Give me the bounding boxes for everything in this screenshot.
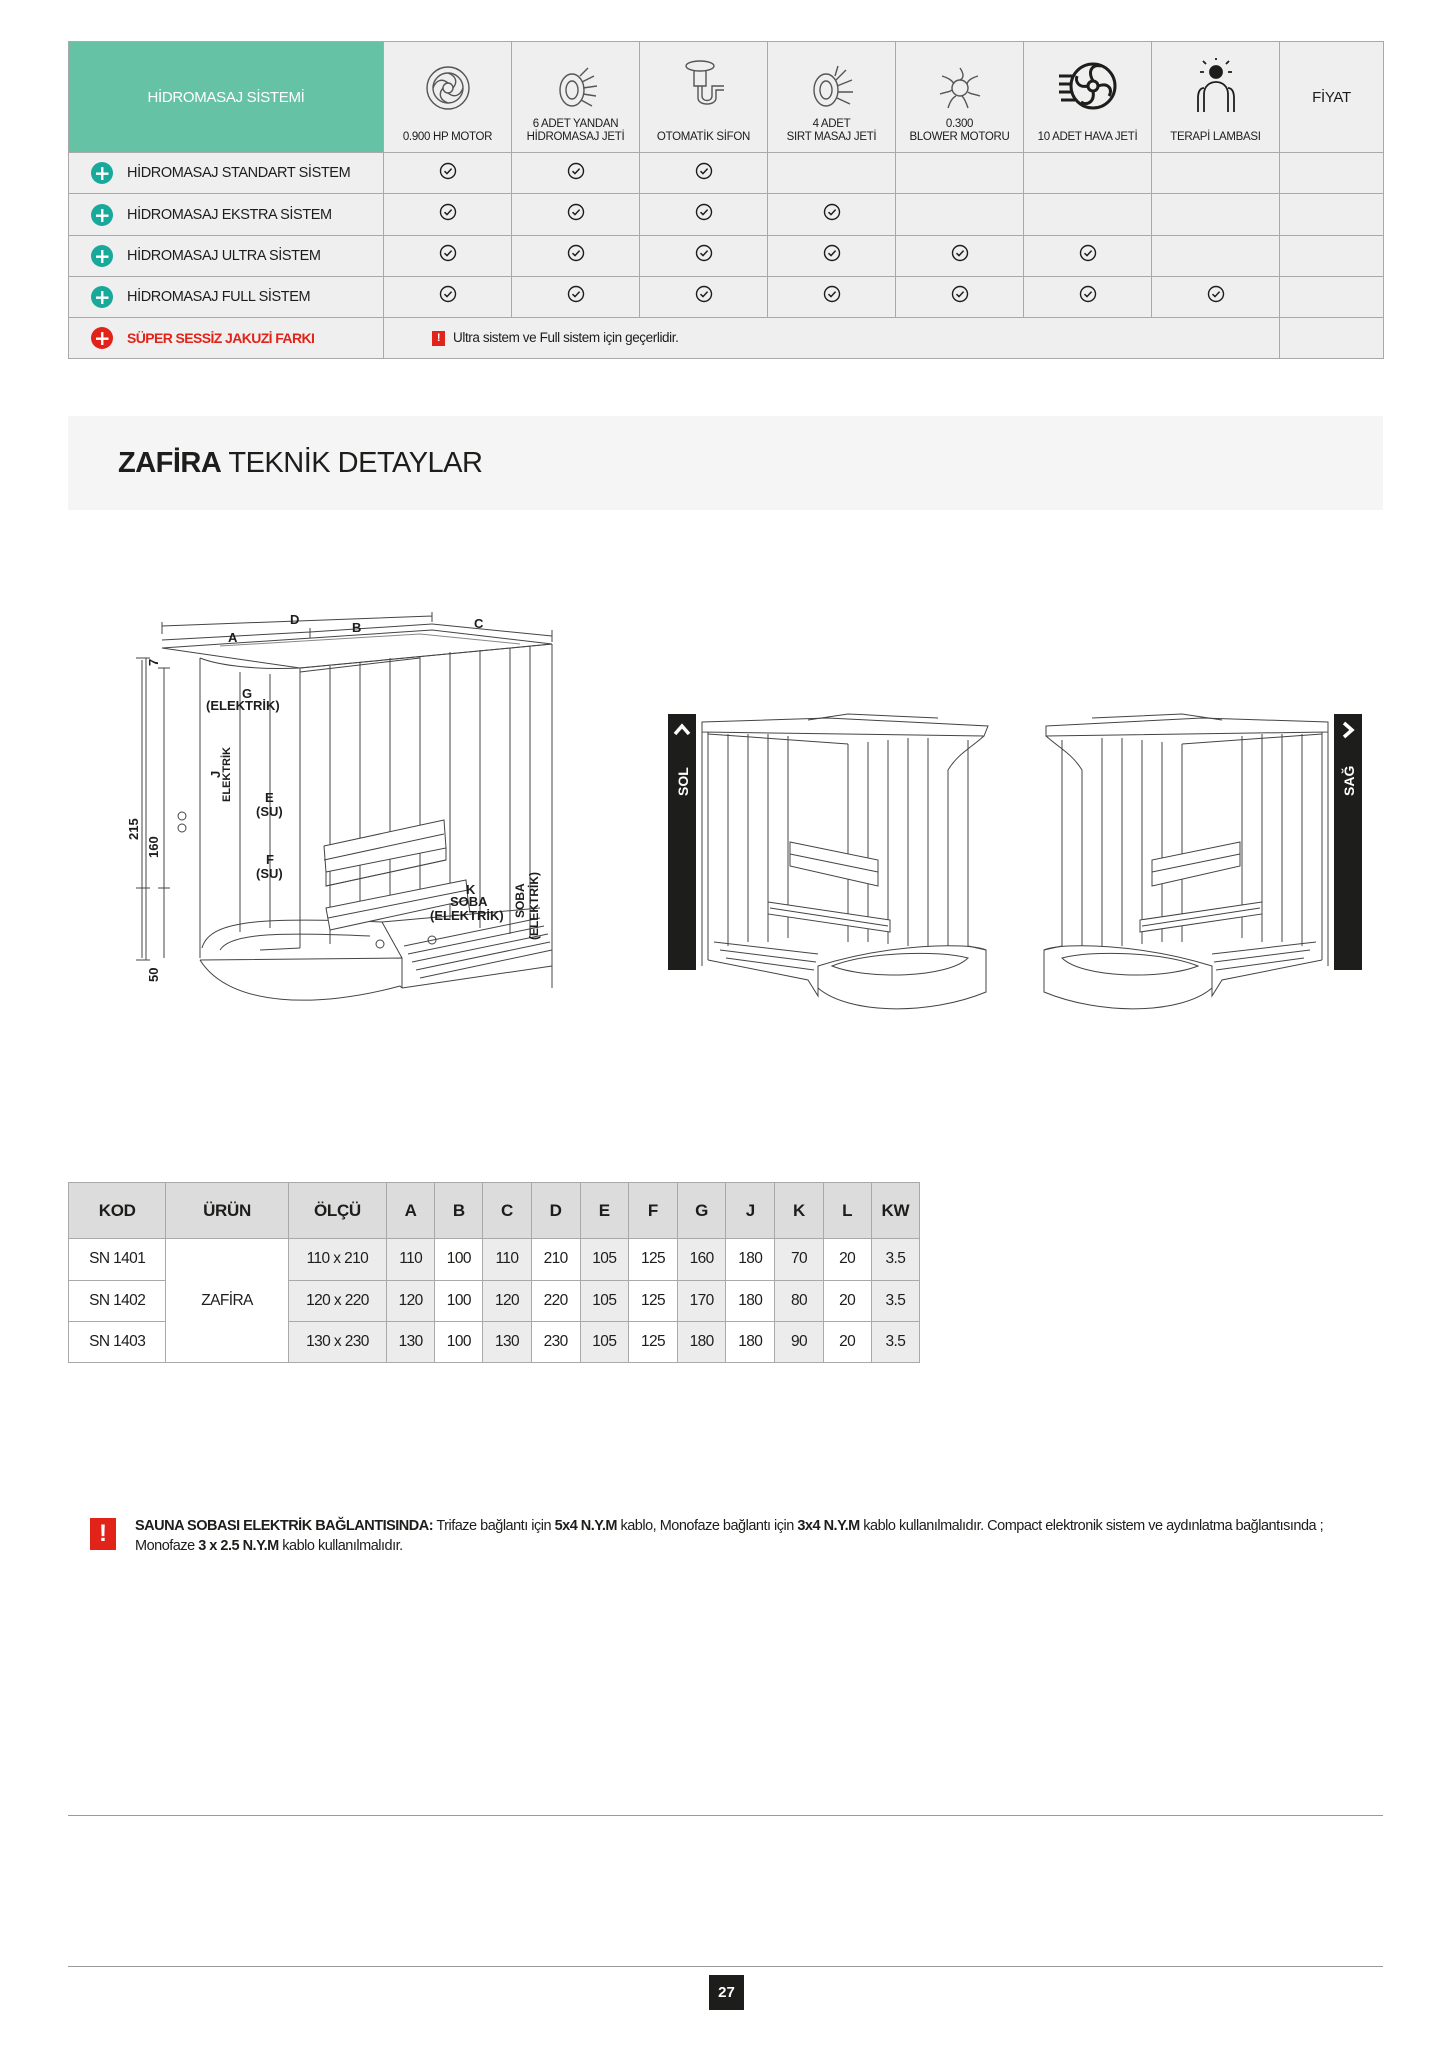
cell-k: 90 xyxy=(775,1321,823,1362)
feature-therapy-lamp xyxy=(1152,42,1280,153)
check-circle-icon xyxy=(951,285,969,303)
callout-k-letter: K xyxy=(466,882,476,897)
price-cell xyxy=(1280,276,1384,317)
feature-side-jet xyxy=(512,42,640,153)
plus-icon: + xyxy=(91,286,113,308)
divider xyxy=(68,1966,1383,1967)
cell-a: 110 xyxy=(387,1239,435,1280)
sag-label: SAĞ xyxy=(1341,765,1357,796)
empty-cell xyxy=(1024,194,1152,235)
cell-kw: 3.5 xyxy=(871,1239,919,1280)
check-circle-icon xyxy=(1079,285,1097,303)
warning-text: kablo kullanılmalıdır. xyxy=(278,1538,403,1554)
variant-drawing-left xyxy=(668,710,998,1020)
row-label xyxy=(69,153,384,194)
check-cell xyxy=(384,153,512,194)
empty-cell xyxy=(1024,153,1152,194)
title-rest: TEKNİK DETAYLAR xyxy=(221,447,483,479)
back-jet-icon xyxy=(806,62,858,114)
check-cell xyxy=(512,276,640,317)
check-cell xyxy=(640,235,768,276)
cell-j: 180 xyxy=(726,1321,775,1362)
variant-drawing-right xyxy=(1032,710,1362,1020)
warning-text: kablo kullanılmalıdır. Compact elektronik sistem ve aydınlatma bağlantısında ; Monofaze xyxy=(135,1518,1324,1554)
check-cell xyxy=(512,235,640,276)
empty-cell xyxy=(768,153,896,194)
system-row-full xyxy=(69,276,1384,317)
cell-urun: ZAFİRA xyxy=(166,1239,288,1363)
cell-c: 130 xyxy=(483,1321,531,1362)
callout-f-letter: F xyxy=(266,852,274,867)
empty-cell xyxy=(1152,153,1280,194)
therapy-lamp-icon xyxy=(1190,58,1242,114)
cell-e: 105 xyxy=(580,1280,628,1321)
dim-d-label: D xyxy=(290,612,300,627)
feature-line2: OTOMATİK SİFON xyxy=(656,131,751,144)
dim-b-label: B xyxy=(352,620,362,635)
feature-line2: HİDROMASAJ JETİ xyxy=(526,131,625,144)
blower-icon xyxy=(934,62,986,114)
cell-f: 125 xyxy=(628,1321,677,1362)
dim-c-label: C xyxy=(474,616,484,631)
price-cell xyxy=(1280,153,1384,194)
check-cell xyxy=(512,153,640,194)
dim-160-label: 160 xyxy=(146,836,161,858)
col-urun: ÜRÜN xyxy=(166,1183,288,1239)
dimensions-table xyxy=(68,1182,920,1363)
row-label xyxy=(69,317,384,358)
cell-g: 180 xyxy=(678,1321,726,1362)
air-jet-icon xyxy=(1057,58,1119,114)
section-header xyxy=(68,416,1383,510)
feature-motor xyxy=(384,42,512,153)
cell-j: 180 xyxy=(726,1239,775,1280)
cable-spec: 3x4 N.Y.M xyxy=(797,1518,860,1534)
empty-cell xyxy=(1152,235,1280,276)
check-cell xyxy=(768,235,896,276)
check-cell xyxy=(640,194,768,235)
callout-e-text: (SU) xyxy=(256,804,283,819)
check-circle-icon xyxy=(695,285,713,303)
cell-k: 70 xyxy=(775,1239,823,1280)
check-circle-icon xyxy=(823,285,841,303)
check-cell xyxy=(1024,276,1152,317)
cell-g: 170 xyxy=(678,1280,726,1321)
cell-f: 125 xyxy=(628,1239,677,1280)
col-d: D xyxy=(531,1183,580,1239)
check-circle-icon xyxy=(1207,285,1225,303)
cell-b: 100 xyxy=(435,1239,483,1280)
check-cell xyxy=(384,235,512,276)
warning-text: kablo, Monofaze bağlantı için xyxy=(616,1518,798,1534)
check-circle-icon xyxy=(1079,244,1097,262)
empty-cell xyxy=(1152,194,1280,235)
side-jet-icon xyxy=(550,62,602,114)
cell-kw: 3.5 xyxy=(871,1280,919,1321)
check-cell xyxy=(1024,235,1152,276)
check-circle-icon xyxy=(823,244,841,262)
col-e: E xyxy=(580,1183,628,1239)
dims-header-row xyxy=(69,1183,920,1239)
check-circle-icon xyxy=(695,244,713,262)
sag-band xyxy=(1334,714,1362,970)
super-silent-row xyxy=(69,317,1384,358)
feature-line2: SIRT MASAJ JETİ xyxy=(786,131,877,144)
cell-b: 100 xyxy=(435,1280,483,1321)
cell-a: 130 xyxy=(387,1321,435,1362)
cell-j: 180 xyxy=(726,1280,775,1321)
feature-line2: BLOWER MOTORU xyxy=(909,131,1010,144)
callout-k-line2: (ELEKTRİK) xyxy=(430,908,504,923)
table-row xyxy=(69,1239,920,1280)
callout-f-text: (SU) xyxy=(256,866,283,881)
system-name: HİDROMASAJ EKSTRA SİSTEM xyxy=(127,206,332,223)
system-row-extra xyxy=(69,194,1384,235)
electrical-warning xyxy=(135,1516,1335,1556)
cell-kw: 3.5 xyxy=(871,1321,919,1362)
price-cell xyxy=(1280,194,1384,235)
check-cell xyxy=(640,276,768,317)
check-circle-icon xyxy=(695,162,713,180)
check-circle-icon xyxy=(567,244,585,262)
divider xyxy=(68,1815,1383,1816)
cell-kod: SN 1401 xyxy=(69,1239,166,1280)
check-cell xyxy=(896,276,1024,317)
feature-line1: 0.300 xyxy=(945,118,974,131)
check-circle-icon xyxy=(823,203,841,221)
dim-seven-label: 7 xyxy=(146,658,161,666)
feature-siphon xyxy=(640,42,768,153)
col-l: L xyxy=(823,1183,871,1239)
warning-icon: ! xyxy=(432,331,445,346)
cell-k: 80 xyxy=(775,1280,823,1321)
col-k: K xyxy=(775,1183,823,1239)
check-cell xyxy=(512,194,640,235)
check-circle-icon xyxy=(439,162,457,180)
row-label xyxy=(69,235,384,276)
feature-line2: 10 ADET HAVA JETİ xyxy=(1037,131,1138,144)
hydro-table-title: HİDROMASAJ SİSTEMİ xyxy=(69,42,384,153)
plus-icon: + xyxy=(91,162,113,184)
cell-b: 100 xyxy=(435,1321,483,1362)
cell-olcu: 130 x 230 xyxy=(288,1321,386,1362)
callout-k-line1: SOBA xyxy=(450,894,488,909)
feature-line2: 0.900 HP MOTOR xyxy=(402,131,493,144)
empty-cell xyxy=(896,153,1024,194)
system-name: HİDROMASAJ ULTRA SİSTEM xyxy=(127,247,321,264)
callout-j-text: ELEKTRİK xyxy=(221,747,233,802)
check-circle-icon xyxy=(439,244,457,262)
check-cell xyxy=(768,276,896,317)
check-circle-icon xyxy=(567,203,585,221)
plus-icon: + xyxy=(91,245,113,267)
cell-l: 20 xyxy=(823,1280,871,1321)
check-circle-icon xyxy=(567,162,585,180)
cell-e: 105 xyxy=(580,1239,628,1280)
cell-d: 210 xyxy=(531,1239,580,1280)
note-text: Ultra sistem ve Full sistem için geçerlidir. xyxy=(453,329,679,345)
cable-spec: 3 x 2.5 N.Y.M xyxy=(198,1538,279,1554)
callout-e-letter: E xyxy=(265,790,274,805)
system-row-ultra xyxy=(69,235,1384,276)
check-cell xyxy=(384,194,512,235)
plus-icon: + xyxy=(91,204,113,226)
plus-icon: + xyxy=(91,327,113,349)
hydro-header-row xyxy=(69,42,1384,153)
col-olcu: ÖLÇÜ xyxy=(288,1183,386,1239)
col-b: B xyxy=(435,1183,483,1239)
cell-d: 230 xyxy=(531,1321,580,1362)
dim-a-label: A xyxy=(228,630,238,645)
cell-l: 20 xyxy=(823,1321,871,1362)
cell-a: 120 xyxy=(387,1280,435,1321)
check-cell xyxy=(640,153,768,194)
system-row-standard xyxy=(69,153,1384,194)
cable-spec: 5x4 N.Y.M xyxy=(554,1518,617,1534)
price-header: FİYAT xyxy=(1280,42,1384,153)
callout-g-text: (ELEKTRİK) xyxy=(206,698,280,713)
title-bold: ZAFİRA xyxy=(118,447,222,479)
callout-l-line1: SOBA xyxy=(513,883,527,918)
check-circle-icon xyxy=(951,244,969,262)
feature-blower xyxy=(896,42,1024,153)
feature-line2: TERAPİ LAMBASI xyxy=(1170,131,1261,144)
cell-kod: SN 1402 xyxy=(69,1280,166,1321)
col-g: G xyxy=(678,1183,726,1239)
cell-kod: SN 1403 xyxy=(69,1321,166,1362)
sol-label: SOL xyxy=(675,767,691,796)
check-cell xyxy=(384,276,512,317)
technical-drawing-main xyxy=(120,588,580,1048)
cell-l: 20 xyxy=(823,1239,871,1280)
warning-icon: ! xyxy=(90,1518,116,1550)
feature-line1: 4 ADET xyxy=(812,118,851,131)
section-title xyxy=(118,447,482,480)
empty-cell xyxy=(896,194,1024,235)
check-cell xyxy=(1152,276,1280,317)
row-label xyxy=(69,194,384,235)
warning-text: Trifaze bağlantı için xyxy=(433,1518,555,1534)
siphon-icon xyxy=(678,58,730,114)
cell-g: 160 xyxy=(678,1239,726,1280)
col-kw: KW xyxy=(871,1183,919,1239)
callout-l-line2: (ELEKTRİK) xyxy=(527,872,541,940)
system-name: HİDROMASAJ STANDART SİSTEM xyxy=(127,165,351,182)
cell-c: 110 xyxy=(483,1239,531,1280)
system-name: HİDROMASAJ FULL SİSTEM xyxy=(127,288,311,305)
page-number: 27 xyxy=(709,1975,744,2010)
cell-c: 120 xyxy=(483,1280,531,1321)
cell-olcu: 110 x 210 xyxy=(288,1239,386,1280)
callout-g-letter: G xyxy=(242,686,253,701)
motor-icon xyxy=(422,62,474,114)
cell-e: 105 xyxy=(580,1321,628,1362)
feature-line1: 6 ADET YANDAN xyxy=(532,118,619,131)
check-cell xyxy=(768,194,896,235)
feature-air-jet xyxy=(1024,42,1152,153)
callout-j-letter: J xyxy=(208,770,223,778)
dim-215-label: 215 xyxy=(126,818,141,840)
hydromassage-table xyxy=(68,41,1384,359)
row-label xyxy=(69,276,384,317)
super-silent-note xyxy=(384,317,1280,358)
check-cell xyxy=(896,235,1024,276)
cell-d: 220 xyxy=(531,1280,580,1321)
price-cell xyxy=(1280,235,1384,276)
check-circle-icon xyxy=(695,203,713,221)
price-cell xyxy=(1280,317,1384,358)
col-a: A xyxy=(387,1183,435,1239)
cell-f: 125 xyxy=(628,1280,677,1321)
col-f: F xyxy=(628,1183,677,1239)
check-circle-icon xyxy=(567,285,585,303)
feature-back-jet xyxy=(768,42,896,153)
col-kod: KOD xyxy=(69,1183,166,1239)
check-circle-icon xyxy=(439,285,457,303)
dim-50-label: 50 xyxy=(146,967,161,982)
col-j: J xyxy=(726,1183,775,1239)
warning-heading: SAUNA SOBASI ELEKTRİK BAĞLANTISINDA: xyxy=(135,1518,434,1534)
check-circle-icon xyxy=(439,203,457,221)
col-c: C xyxy=(483,1183,531,1239)
cell-olcu: 120 x 220 xyxy=(288,1280,386,1321)
super-silent-label: SÜPER SESSİZ JAKUZİ FARKI xyxy=(127,329,315,346)
sol-band xyxy=(668,714,696,970)
